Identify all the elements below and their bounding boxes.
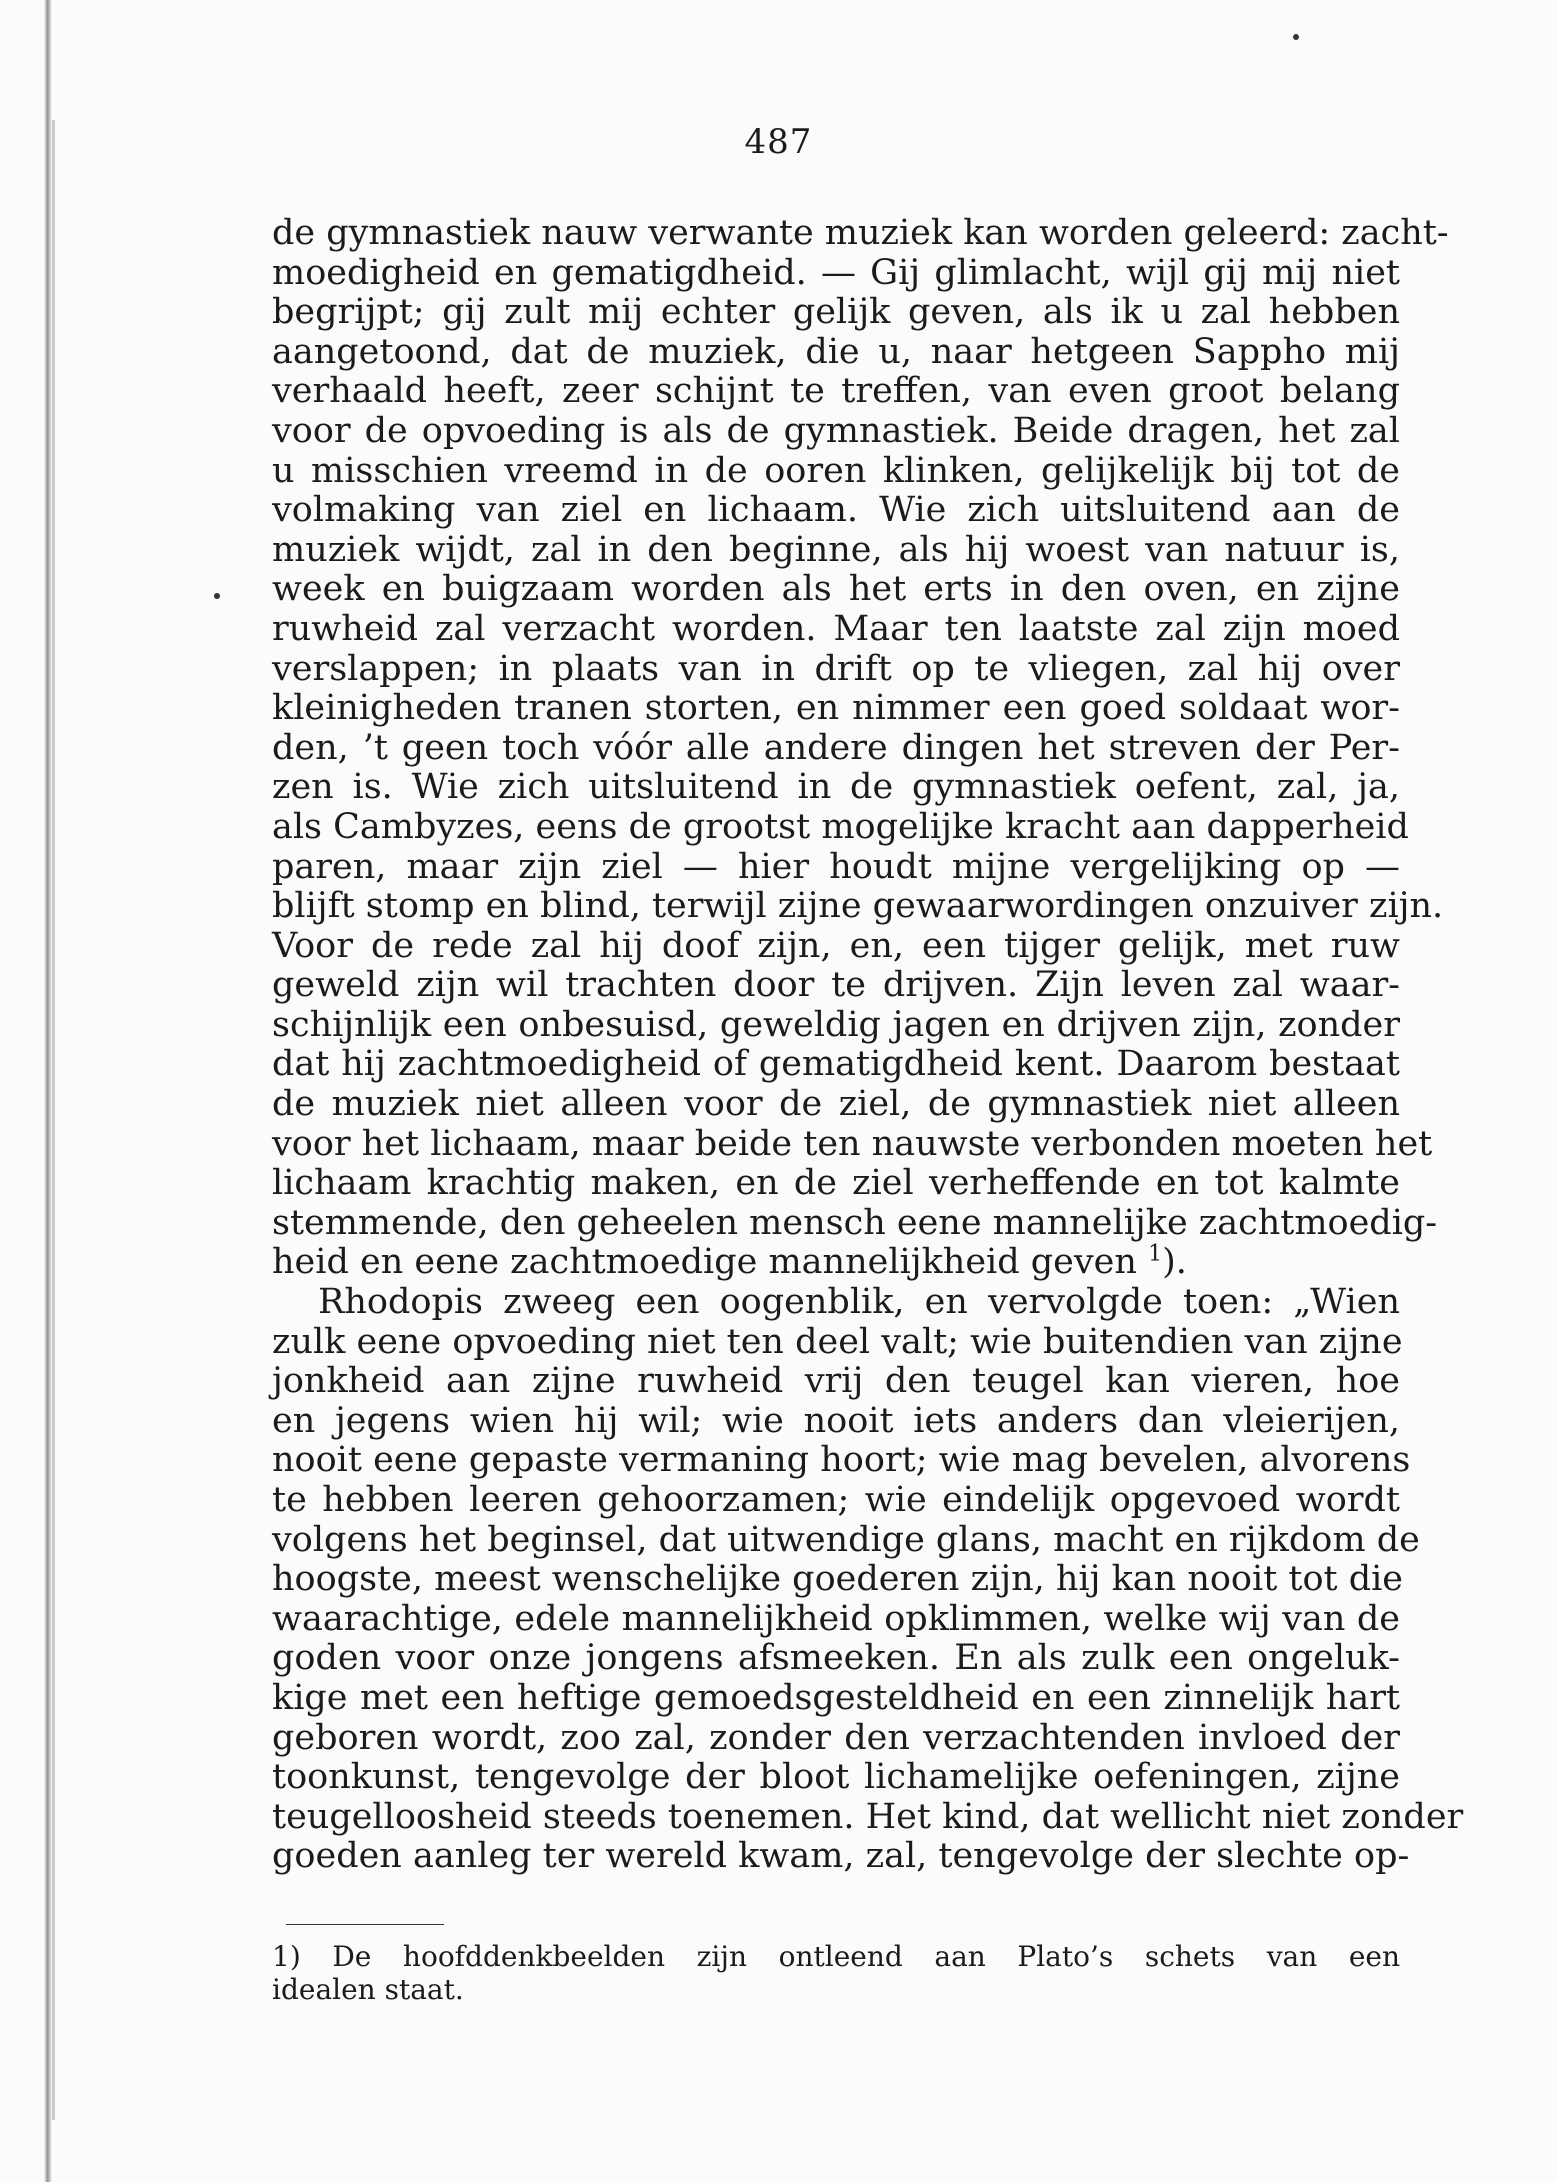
text-line-content: hoogste, meest wenschelijke goederen zijn, hij kan nooit tot die [272,1559,1404,1600]
page-number: 487 [744,122,813,162]
footnote-line: idealen staat. [272,1973,464,2006]
text-line [272,1045,1400,1085]
text-line [272,1559,1404,1600]
text-line [272,1283,1400,1323]
text-line-content: Voor de rede zal hij doof zijn, en, een tijger gelijk, met ruw [272,925,1400,966]
text-line [272,372,1400,412]
text-line-content: kleinigheden tranen storten, en nimmer een goed soldaat wor- [272,688,1400,729]
text-line [272,293,1400,333]
text-line-content: voor het lichaam, maar beide ten nauwste verbonden moeten het [272,1123,1433,1164]
text-line-content: blijft stomp en blind, terwijl zijne gewaarwordingen onzuiver zijn. [272,886,1444,927]
text-line [272,650,1400,690]
scan-speck [1293,34,1299,40]
text-line-content: verhaald heeft, zeer schijnt te treffen, van even groot belang [272,371,1400,412]
text-line-content: lichaam krachtig maken, en de ziel verheffende en tot kalmte [272,1163,1400,1204]
text-line [272,966,1400,1006]
text-line [272,1321,1403,1363]
text-line-content: nooit eene gepaste vermaning hoort; wie mag bevelen, alvorens [272,1440,1411,1481]
text-line [272,570,1400,610]
text-line [272,1164,1400,1204]
text-line-content: heid en eene zachtmoedige mannelijkheid geven [272,1242,1137,1283]
text-line-content: te hebben leeren gehoorzamen; wie eindelijk opgevoed wordt [272,1480,1400,1520]
text-line-content: begrijpt; gij zult mij echter gelijk geven, als ik u zal hebben [272,292,1400,333]
text-line [272,610,1400,650]
text-line-content: verslappen; in plaats van in drift op te vliegen, zal hij over [272,648,1400,689]
text-line-content: voor de opvoeding is als de gymnastiek. Beide dragen, het zal [272,410,1400,451]
text-line [272,927,1400,967]
text-line-content: volgens het beginsel, dat uitwendige glans, macht en rijkdom de [272,1519,1420,1560]
text-line [272,689,1400,729]
text-line-content: de gymnastiek nauw verwante muziek kan worden geleerd: zacht- [272,213,1449,253]
text-line [272,1836,1410,1877]
text-line-content: en jegens wien hij wil; wie nooit iets anders dan vleierijen, [272,1400,1400,1441]
text-line-content: goeden aanleg ter wereld kwam, zal, tengevolge der slechte op- [272,1836,1410,1877]
footnote-marker: 1 [1148,1241,1163,1267]
text-line-content: u misschien vreemd in de ooren klinken, gelijkelijk bij tot de [272,450,1400,491]
footnote-rule [286,1924,444,1925]
text-line [272,806,1409,848]
text-line-content: geboren wordt, zoo zal, zonder den verzachtenden invloed der [272,1717,1400,1758]
text-line-content: paren, maar zijn ziel — hier houdt mijne vergelijking op — [272,846,1400,887]
page-edge-shadow [44,0,52,2182]
text-line-content: Rhodopis zweeg een oogenblik, en vervolgde toen: „Wien [318,1282,1400,1323]
text-line [272,768,1400,808]
text-line [272,1085,1400,1125]
text-line [272,1796,1464,1838]
text-line-content: dat hij zachtmoedigheid of gematigdheid kent. Daarom bestaat [272,1044,1400,1085]
text-line [272,1440,1411,1481]
text-line [272,412,1400,452]
footnote-line: 1) De hoofddenkbeelden zijn ontleend aan Plato’s schets van een [272,1940,1400,1973]
text-line-content: jonkheid aan zijne ruwheid vrij den teugel kan vieren, hoe [272,1361,1400,1402]
text-line [272,1006,1400,1046]
text-line [272,729,1400,769]
footnote [272,1940,1400,2006]
text-line-content: zen is. Wie zich uitsluitend in de gymnastiek oefent, zal, ja, [272,767,1400,808]
text-line-content: goden voor onze jongens afsmeeken. En als zulk een ongeluk- [272,1638,1400,1679]
text-line-content: stemmende, den geheelen mensch eene mannelijke zachtmoedig- [272,1202,1438,1243]
text-line [272,1123,1433,1165]
text-line-content: waarachtige, edele mannelijkheid opklimmen, welke wij van de [272,1598,1400,1639]
body-text [272,213,1464,1877]
text-line-content: ruwheid zal verzacht worden. Maar ten laatste zal zijn moed [272,608,1400,649]
text-line-content: schijnlijk een onbesuisd, geweldig jagen en drijven zijn, zonder [272,1004,1400,1045]
text-line-content: aangetoond, dat de muziek, die u, naar hetgeen Sappho mij [272,331,1400,372]
text-line [272,1679,1400,1719]
text-line [272,531,1400,571]
scan-speck [214,593,220,599]
text-line [272,848,1400,888]
text-line [272,491,1400,531]
text-line-content: den, ’t geen toch vóór alle andere dingen het streven der Per- [272,727,1400,768]
text-line [272,452,1400,492]
text-line-content: de muziek niet alleen voor de ziel, de gymnastiek niet alleen [272,1084,1400,1125]
text-line [272,1639,1400,1679]
text-line-content: muziek wijdt, zal in den beginne, als hij woest van natuur is, [272,529,1400,570]
text-line-content: volmaking van ziel en lichaam. Wie zich uitsluitend aan de [272,490,1400,531]
text-line-tail: ). [1162,1242,1187,1283]
text-line [272,1202,1438,1244]
text-line-content: toonkunst, tengevolge der bloot lichamelijke oefeningen, zijne [272,1757,1400,1798]
text-line-content: zulk eene opvoeding niet ten deel valt; wie buitendien van zijne [272,1321,1403,1362]
text-line [272,1519,1420,1561]
text-line [272,213,1449,254]
text-line [272,1719,1400,1759]
text-line-content: geweld zijn wil trachten door te drijven. Zijn leven zal waar- [272,965,1400,1006]
text-line [272,254,1400,294]
text-line [272,1758,1400,1798]
text-line-content: kige met een heftige gemoedsgesteldheid en een zinnelijk hart [272,1677,1400,1718]
text-line-content: als Cambyzes, eens de grootst mogelijke kracht aan dapperheid [272,806,1409,847]
text-line-content: moedigheid en gematigdheid. — Gij glimlacht, wijl gij mij niet [272,252,1400,293]
text-line [272,1481,1400,1521]
text-line [272,1243,1400,1283]
text-line [272,333,1400,373]
text-line [272,1362,1400,1402]
text-line-content: week en buigzaam worden als het erts in den oven, en zijne [272,569,1400,610]
text-line [272,886,1444,927]
text-line [272,1600,1400,1640]
page-edge-shadow-inner [52,120,55,2120]
text-line [272,1402,1400,1442]
text-line-content: teugelloosheid steeds toenemen. Het kind, dat wellicht niet zonder [272,1796,1464,1837]
